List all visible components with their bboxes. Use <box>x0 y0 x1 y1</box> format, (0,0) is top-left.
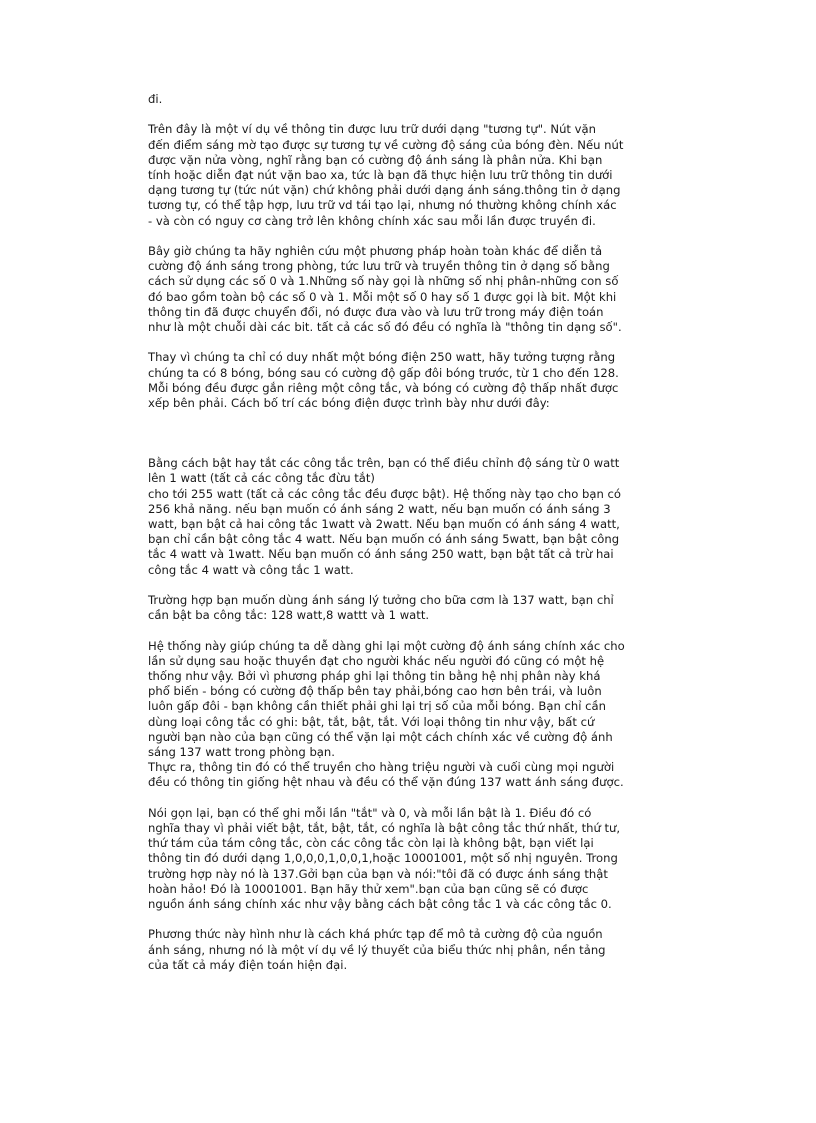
text-line: ánh sáng, nhưng nó là một ví dụ về lý thuyết của biểu thức nhị phân, nền tảng <box>148 942 606 957</box>
text-line: Trường hợp bạn muốn dùng ánh sáng lý tưởng cho bữa cơm là 137 watt, bạn chỉ <box>148 593 614 608</box>
text-line: phổ biến - bóng có cường độ thấp bên tay phải,bóng cao hơn bên trái, và luôn <box>148 684 602 699</box>
text-line: trường hợp này nó là 137.Gởi bạn của bạn và nói:"tôi đã có được ánh sáng thật <box>148 866 608 881</box>
document-page <box>148 92 678 988</box>
text-line: Thay vì chúng ta chỉ có duy nhất một bóng điện 250 watt, hãy tưởng tượng rằng <box>148 350 616 365</box>
text-line: nguồn ánh sáng chính xác như vậy bằng cách bật công tắc 1 và các công tắc 0. <box>148 897 612 912</box>
text-line: cường độ ánh sáng trong phòng, tức lưu trữ và truyền thông tin ở dạng số bằng <box>148 259 610 274</box>
text-line: sáng 137 watt trong phòng bạn. <box>148 745 335 760</box>
text-line: người bạn nào của bạn cũng có thể vặn lại một cách chính xác về cường độ ánh <box>148 729 613 744</box>
text-line: cách sử dụng các số 0 và 1.Những số này gọi là những số nhị phân-những con số <box>148 274 619 289</box>
paragraph-eight-bulbs <box>148 350 678 411</box>
text-line: Nói gọn lại, bạn có thể ghi mỗi lần "tắt" và 0, và mỗi lần bật là 1. Điều đó có <box>148 805 592 820</box>
paragraph-analog-example <box>148 122 678 228</box>
text-line: dùng loại công tắc có ghi: bật, tắt, bật, tắt. Với loại thông tin như vậy, bất cứ <box>148 714 595 729</box>
text-line: đến điểm sáng mờ tạo được sự tương tự về cường độ sáng của bóng đèn. Nếu nút <box>148 137 624 152</box>
text-line: lần sử dụng sau hoặc thuyền đạt cho người khác nếu người đó cũng có một hệ <box>148 653 605 668</box>
text-line: được vặn nửa vòng, nghĩ rằng bạn có cường độ ánh sáng là phân nửa. Khi bạn <box>148 152 603 167</box>
text-line: thông tin đó dưới dạng 1,0,0,0,1,0,0,1,hoặc 10001001, một số nhị nguyên. Trong <box>148 851 618 866</box>
text-line: đó bao gồm toàn bộ các số 0 và 1. Mỗi một số 0 hay số 1 được gọi là bit. Một khi <box>148 289 617 304</box>
text-line: tính hoặc diễn đạt nút vặn bao xa, tức là bạn đã thực hiện lưu trữ thông tin dưới <box>148 168 613 182</box>
text-line: xếp bên phải. Cách bố trí các bóng điện được trình bày như dưới đây: <box>148 396 550 411</box>
text-line: dạng tương tự (tức nút vặn) chứ không phải dưới dạng ánh sáng.thông tin ở dạng <box>148 183 621 198</box>
text-line: watt, bạn bật cả hai công tắc 1watt và 2watt. Nếu bạn muốn có ánh sáng 4 watt, <box>148 517 620 532</box>
paragraph-switch-combinations <box>148 456 678 578</box>
text-line: của tất cả máy điện toán hiện đại. <box>148 957 348 972</box>
text-line: đều có thông tin giống hệt nhau và đều có thể vặn đúng 137 watt ánh sáng được. <box>148 775 624 790</box>
text-line: cần bật ba công tắc: 128 watt,8 wattt và 1 watt. <box>148 608 430 623</box>
text-line: Phương thức này hình như là cách khá phức tạp để mô tả cường độ của nguồn <box>148 927 603 942</box>
text-line: Hệ thống này giúp chúng ta dễ dàng ghi lại một cường độ ánh sáng chính xác cho <box>148 638 625 653</box>
text-line: Bây giờ chúng ta hãy nghiên cứu một phương pháp hoàn toàn khác để diễn tả <box>148 244 603 258</box>
text-line: thứ tám của tám công tắc, còn các công tắc còn lại là không bật, bạn viết lại <box>148 836 594 851</box>
text-line: Thực ra, thông tin đó có thể truyền cho hàng triệu người và cuối cùng mọi người <box>148 760 615 775</box>
text-line: thông tin đã được chuyển đổi, nó được đưa vào và lưu trữ trong máy điện toán <box>148 304 604 319</box>
text-line: Mỗi bóng đều được gắn riêng một công tắc, và bóng có cường độ thấp nhất được <box>148 380 619 395</box>
paragraph-system-benefits <box>148 639 678 791</box>
text-line: tương tự, có thể tập hợp, lưu trữ vd tái tạo lại, nhưng nó thường không chính xác <box>148 198 617 213</box>
text-line: như là một chuỗi dài các bit. tất cả các số đó đều có nghĩa là "thông tin dạng số". <box>148 320 622 335</box>
paragraph-intro-fragment <box>148 92 678 107</box>
text-line: Trên đây là một ví dụ về thông tin được lưu trữ dưới dạng "tương tự". Nút vặn <box>148 122 596 137</box>
text-line: luôn gấp đôi - bạn không cần thiết phải ghi lại trị số của mỗi bóng. Bạn chỉ cần <box>148 699 606 714</box>
text-line: lên 1 watt (tất cả các công tắc đừu tắt) <box>148 471 375 486</box>
text-line: 256 khả năng. nếu bạn muốn có ánh sáng 2 watt, nếu bạn muốn có ánh sáng 3 <box>148 501 611 516</box>
paragraph-dinner-example <box>148 593 678 623</box>
text-line: thống như vậy. Bởi vì phương pháp ghi lại thông tin bằng hệ nhị phân này khá <box>148 669 601 684</box>
figure-gap <box>148 411 678 456</box>
text-line: đi. <box>148 92 163 106</box>
text-line: cho tới 255 watt (tất cả các công tắc đều được bật). Hệ thống này tạo cho bạn có <box>148 486 622 501</box>
paragraph-conclusion <box>148 927 678 973</box>
text-line: công tắc 4 watt và công tắc 1 watt. <box>148 562 354 577</box>
text-line: nghĩa thay vì phải viết bật, tắt, bật, tắt, có nghĩa là bật công tắc thứ nhất, thứ tư, <box>148 821 621 836</box>
text-line: chúng ta có 8 bóng, bóng sau có cường độ gấp đôi bóng trước, từ 1 cho đến 128. <box>148 365 619 380</box>
text-line: tắc 4 watt và 1watt. Nếu bạn muốn có ánh sáng 250 watt, bạn bật tất cả trừ hai <box>148 547 614 562</box>
paragraph-digital-method <box>148 244 678 335</box>
text-line: Bằng cách bật hay tắt các công tắc trên, bạn có thể điều chỉnh độ sáng từ 0 watt <box>148 456 620 471</box>
text-line: hoàn hảo! Đó là 10001001. Bạn hãy thử xem".bạn của bạn cũng sẽ có được <box>148 881 589 896</box>
text-line: bạn chỉ cần bật công tắc 4 watt. Nếu bạn muốn có ánh sáng 5watt, bạn bật công <box>148 532 620 547</box>
paragraph-binary-summary <box>148 806 678 912</box>
text-line: - và còn có nguy cơ càng trở lên không chính xác sau mỗi lần được truyền đi. <box>148 213 596 228</box>
